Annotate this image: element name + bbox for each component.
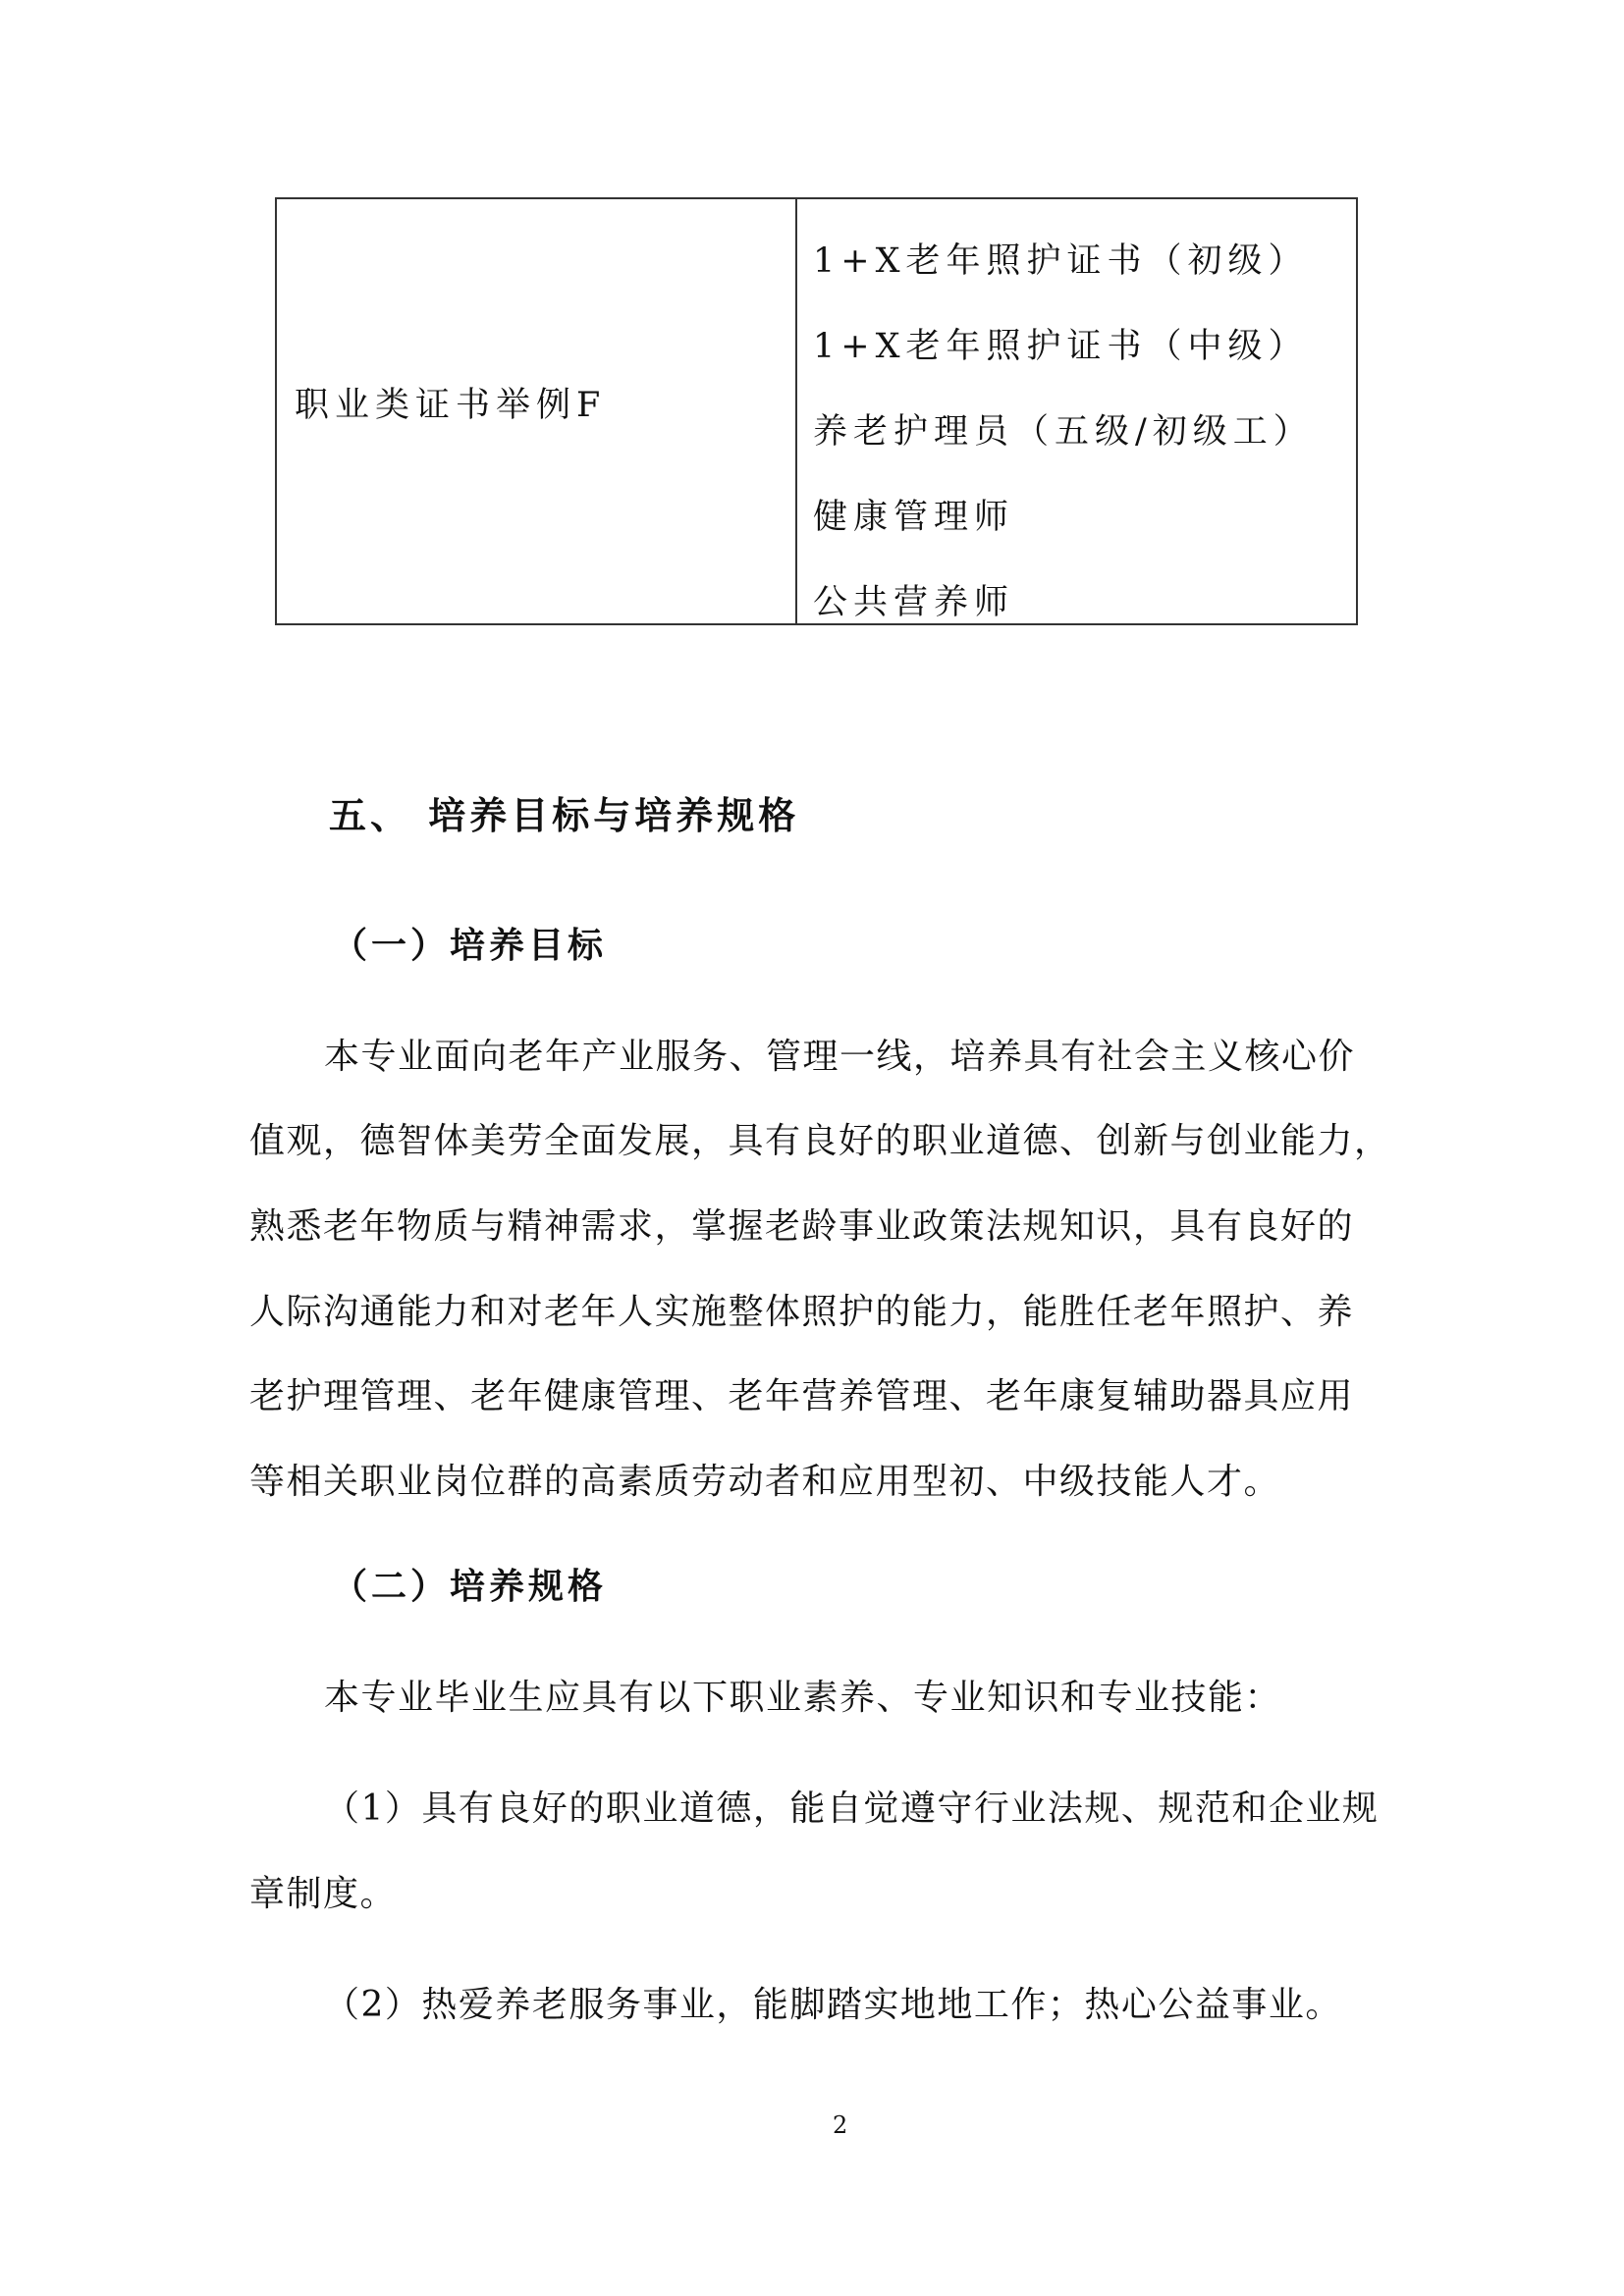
table-column-divider — [795, 199, 797, 623]
page-number: 2 — [833, 2111, 848, 2139]
objective-heading: （一）培养目标 — [332, 926, 608, 966]
objective-paragraph-line: 等相关职业岗位群的高素质劳动者和应用型初、中级技能人才。 — [249, 1462, 1281, 1502]
specification-heading: （二）培养规格 — [332, 1567, 608, 1607]
certificate-item: 1+X老年照护证书（中级） — [813, 327, 1309, 366]
objective-paragraph-line: 值观，德智体美劳全面发展，具有良好的职业道德、创新与创业能力， — [249, 1121, 1391, 1161]
objective-paragraph-line: 本专业面向老年产业服务、管理一线，培养具有社会主义核心价 — [324, 1037, 1356, 1077]
objective-paragraph-line: 人际沟通能力和对老年人实施整体照护的能力，能胜任老年照护、养 — [249, 1292, 1355, 1332]
specification-item-line: （1）具有良好的职业道德，能自觉遵守行业法规、规范和企业规 — [324, 1789, 1380, 1829]
certificate-item: 健康管理师 — [813, 498, 1015, 537]
table-label-cell: 职业类证书举例F — [295, 386, 607, 425]
objective-paragraph-line: 老护理管理、老年健康管理、老年营养管理、老年康复辅助器具应用 — [249, 1376, 1355, 1416]
certificate-list — [813, 219, 1314, 646]
certificate-item: 1+X老年照护证书（初级） — [813, 241, 1309, 281]
specification-intro: 本专业毕业生应具有以下职业素养、专业知识和专业技能： — [324, 1678, 1282, 1718]
section-heading: 五、 培养目标与培养规格 — [329, 794, 800, 837]
specification-item-line: （2）热爱养老服务事业，能脚踏实地地工作；热心公益事业。 — [324, 1985, 1342, 2025]
specification-item-line: 章制度。 — [249, 1874, 398, 1914]
certificate-item: 公共营养师 — [813, 583, 1015, 622]
objective-paragraph-line: 熟悉老年物质与精神需求，掌握老龄事业政策法规知识，具有良好的 — [249, 1206, 1355, 1247]
certificate-table — [275, 197, 1358, 625]
certificate-item: 养老护理员（五级/初级工） — [813, 412, 1314, 452]
